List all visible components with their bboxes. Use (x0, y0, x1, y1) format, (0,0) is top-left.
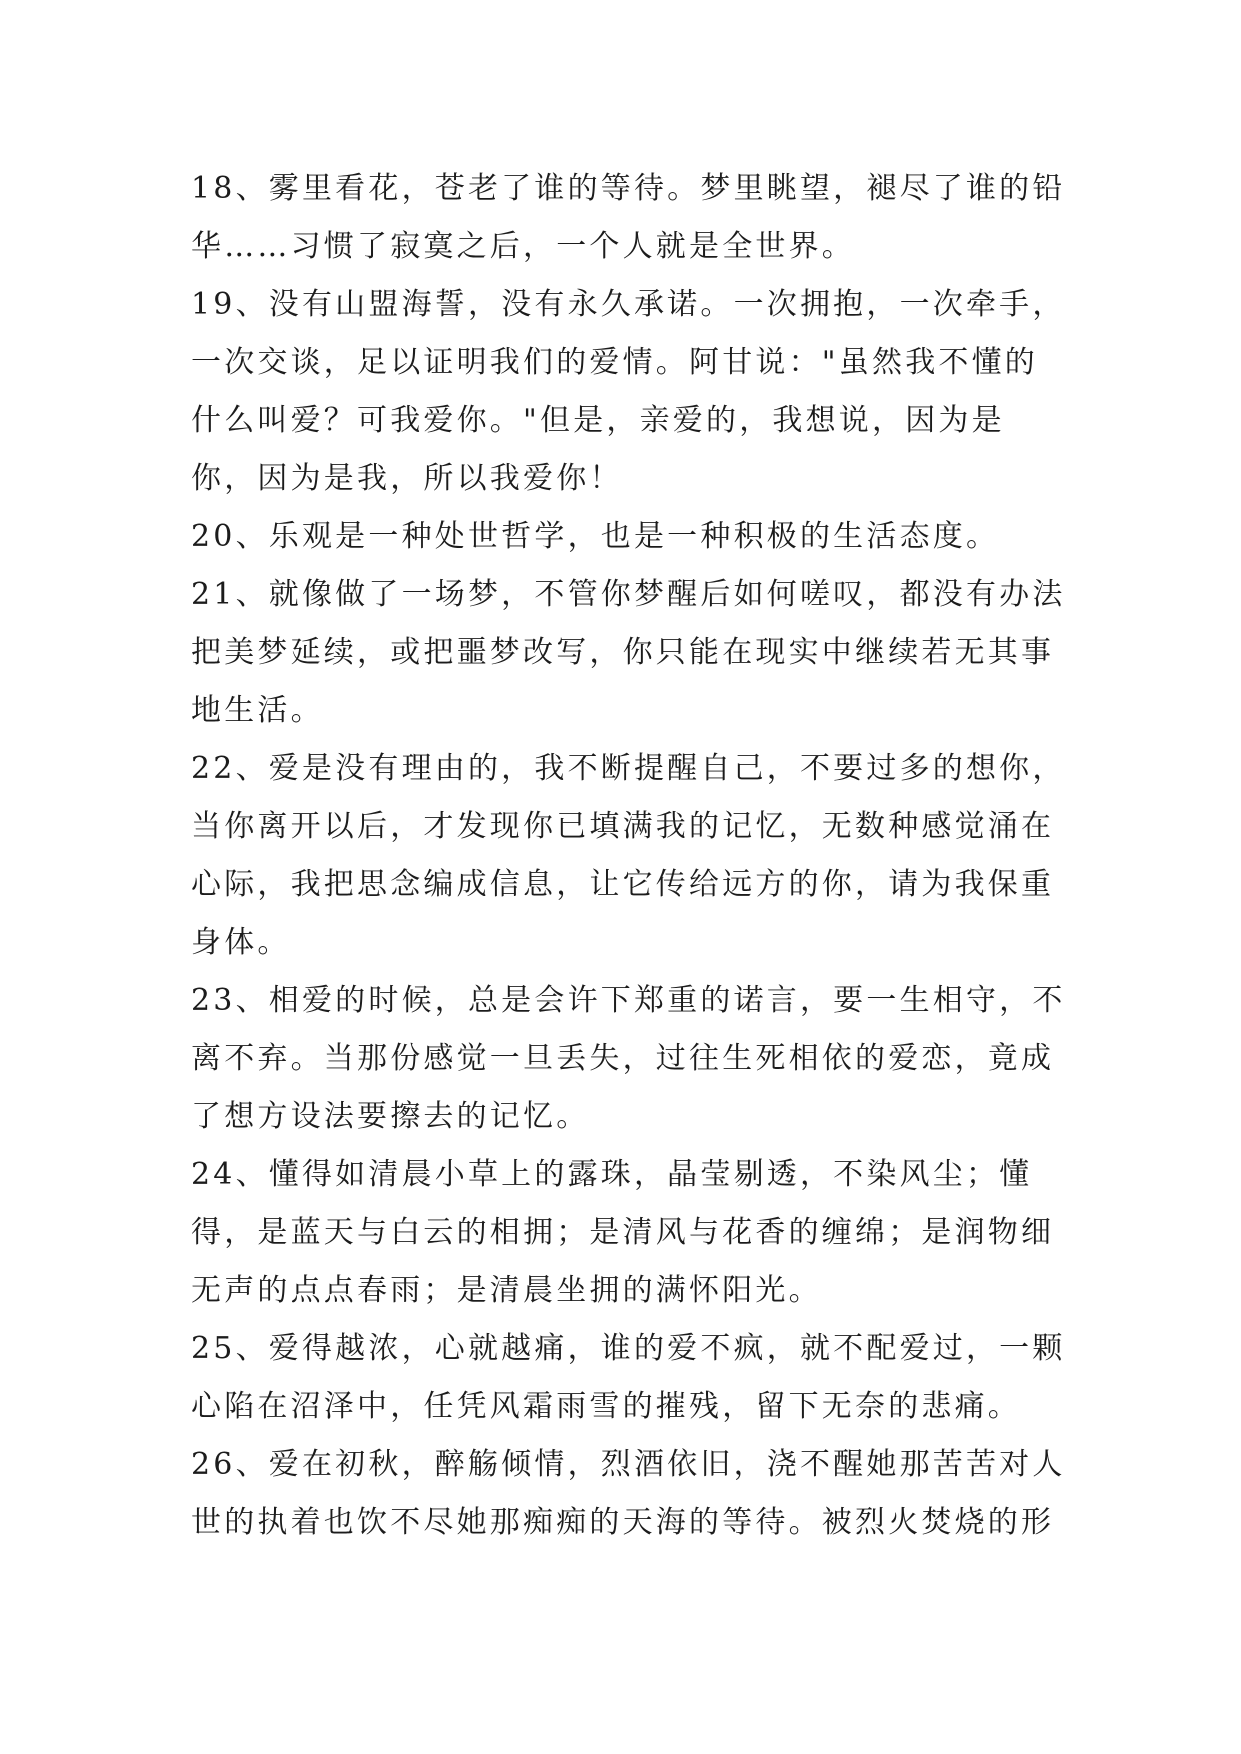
entry-19: 19、没有山盟海誓，没有永久承诺。一次拥抱，一次牵手，一次交谈，足以证明我们的爱情。阿甘说："虽然我不懂的什么叫爱？可我爱你。"但是，亲爱的，我想说，因为是你，因为是我，所以我爱你！ (191, 287, 1066, 496)
entry-25: 25、爱得越浓，心就越痛，谁的爱不疯，就不配爱过，一颗心陷在沼泽中，任凭风霜雨雪的摧残，留下无奈的悲痛。 (191, 1331, 1066, 1424)
entry-22: 22、爱是没有理由的，我不断提醒自己，不要过多的想你，当你离开以后，才发现你已填满我的记忆，无数种感觉涌在心际，我把思念编成信息，让它传给远方的你，请为我保重身体。 (191, 751, 1066, 960)
entry-21: 21、就像做了一场梦，不管你梦醒后如何嗟叹，都没有办法把美梦延续，或把噩梦改写，你只能在现实中继续若无其事地生活。 (191, 577, 1066, 728)
entry-24: 24、懂得如清晨小草上的露珠，晶莹剔透，不染风尘；懂得，是蓝天与白云的相拥；是清风与花香的缠绵；是润物细无声的点点春雨；是清晨坐拥的满怀阳光。 (191, 1157, 1055, 1308)
entry-20: 20、乐观是一种处世哲学，也是一种积极的生活态度。 (191, 519, 1000, 554)
entry-26: 26、爱在初秋，醉觞倾情，烈酒依旧，浇不醒她那苦苦对人世的执着也饮不尽她那痴痴的天海的等待。被烈火焚烧的形 (191, 1447, 1066, 1540)
entry-18: 18、雾里看花，苍老了谁的等待。梦里眺望，褪尽了谁的铅华……习惯了寂寞之后，一个人就是全世界。 (191, 171, 1066, 264)
document-body (191, 160, 1071, 1552)
entry-23: 23、相爱的时候，总是会许下郑重的诺言，要一生相守，不离不弃。当那份感觉一旦丢失，过往生死相依的爱恋，竟成了想方设法要擦去的记忆。 (191, 983, 1066, 1134)
